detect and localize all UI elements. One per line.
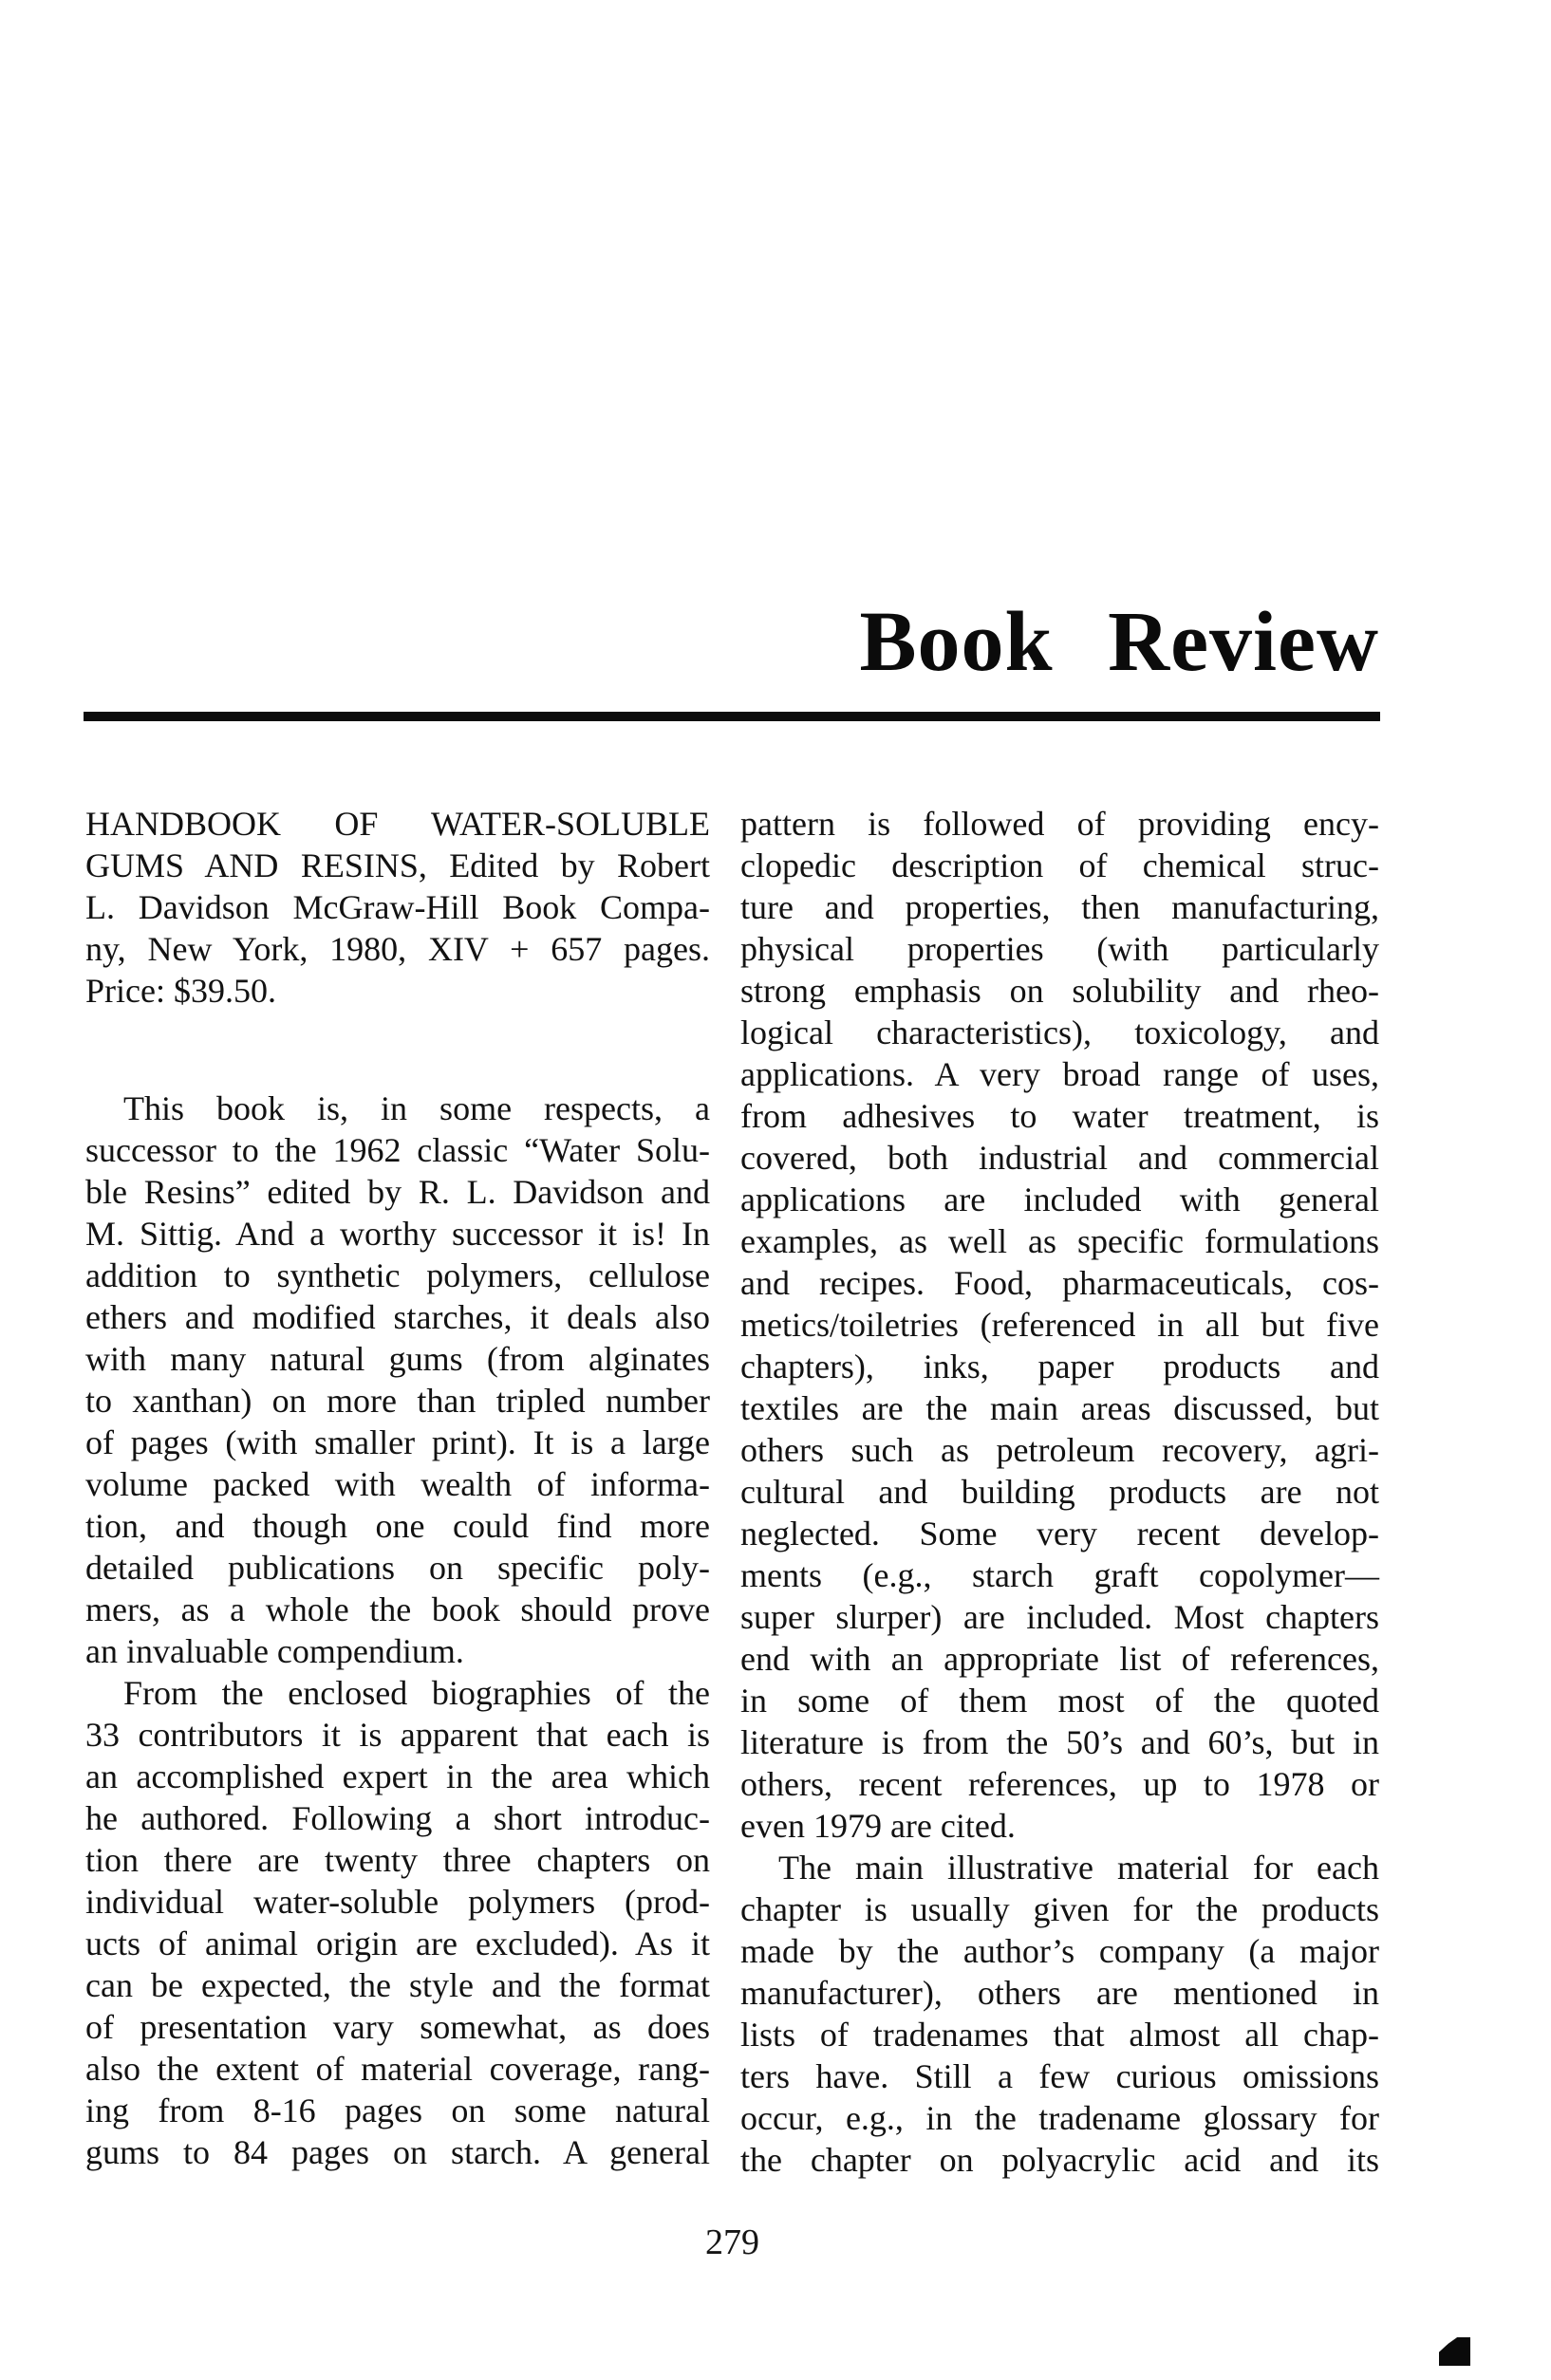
text-line: addition to synthetic polymers, cellulose (85, 1256, 710, 1294)
text-line: tion there are twenty three chapters on (85, 1841, 710, 1879)
text-line: chapter is usually given for the products (740, 1890, 1379, 1928)
text-line: ments (e.g., starch graft copolymer— (740, 1556, 1379, 1594)
text-line: others, recent references, up to 1978 or (740, 1765, 1379, 1803)
column-left (85, 803, 710, 2181)
text-line: ny, New York, 1980, XIV + 657 pages. (85, 930, 710, 968)
text-line: metics/toiletries (referenced in all but five (740, 1306, 1379, 1344)
text-line: end with an appropriate list of references, (740, 1640, 1379, 1678)
text-line: HANDBOOK OF WATER-SOLUBLE (85, 805, 710, 843)
text-line: covered, both industrial and commercial (740, 1139, 1379, 1177)
text-line: volume packed with wealth of informa- (85, 1465, 710, 1503)
text-line: gums to 84 pages on starch. A general (85, 2133, 710, 2171)
paragraph-block (85, 1088, 710, 1672)
text-line: pattern is followed of providing ency- (740, 805, 1379, 843)
page-title: Book Review (859, 595, 1379, 689)
text-line: L. Davidson McGraw-Hill Book Compa- (85, 888, 710, 926)
paragraph-block (85, 803, 710, 1012)
text-line: GUMS AND RESINS, Edited by Robert (85, 846, 710, 884)
text-line: an accomplished expert in the area which (85, 1757, 710, 1795)
text-line: logical characteristics), toxicology, and (740, 1013, 1379, 1051)
text-line: tion, and though one could find more (85, 1507, 710, 1545)
text-line: ethers and modified starches, it deals also (85, 1298, 710, 1336)
text-line: and recipes. Food, pharmaceuticals, cos- (740, 1264, 1379, 1302)
text-columns (85, 803, 1379, 2181)
text-line: 33 contributors it is apparent that each is (85, 1716, 710, 1754)
corner-mark (1439, 2337, 1470, 2366)
text-line: to xanthan) on more than tripled number (85, 1382, 710, 1420)
text-line: ture and properties, then manufacturing, (740, 888, 1379, 926)
text-line: From the enclosed biographies of the (123, 1674, 710, 1712)
text-line: The main illustrative material for each (778, 1849, 1379, 1887)
text-line: literature is from the 50’s and 60’s, but in (740, 1723, 1379, 1761)
text-line: ing from 8-16 pages on some natural (85, 2092, 710, 2129)
text-line: also the extent of material coverage, rang- (85, 2050, 710, 2088)
text-line: clopedic description of chemical struc- (740, 846, 1379, 884)
paragraph-block (85, 1672, 710, 2173)
text-line: textiles are the main areas discussed, but (740, 1389, 1379, 1427)
text-line: Price: $39.50. (85, 972, 276, 1010)
text-line: in some of them most of the quoted (740, 1682, 1379, 1720)
text-line: individual water-soluble polymers (prod- (85, 1883, 710, 1921)
text-line: cultural and building products are not (740, 1473, 1379, 1511)
text-line: applications are included with general (740, 1181, 1379, 1218)
paragraph-block (740, 1847, 1379, 2181)
text-line: occur, e.g., in the tradename glossary for (740, 2099, 1379, 2137)
title-rule (84, 712, 1380, 721)
text-line: manufacturer), others are mentioned in (740, 1974, 1379, 2012)
text-line: even 1979 are cited. (740, 1807, 1016, 1845)
text-line: neglected. Some very recent develop- (740, 1515, 1379, 1553)
text-line: with many natural gums (from alginates (85, 1340, 710, 1378)
text-line: others such as petroleum recovery, agri- (740, 1431, 1379, 1469)
text-line: examples, as well as specific formulations (740, 1222, 1379, 1260)
text-line: ters have. Still a few curious omissions (740, 2057, 1379, 2095)
text-line: successor to the 1962 classic “Water Solu- (85, 1131, 710, 1169)
text-line: ble Resins” edited by R. L. Davidson and (85, 1173, 710, 1211)
text-line: the chapter on polyacrylic acid and its (740, 2141, 1379, 2179)
page-number: 279 (705, 2222, 759, 2262)
text-line: of presentation vary somewhat, as does (85, 2008, 710, 2046)
text-line: physical properties (with particularly (740, 930, 1379, 968)
paragraph-block (740, 803, 1379, 1847)
text-line: M. Sittig. And a worthy successor it is! In (85, 1215, 710, 1253)
text-line: of pages (with smaller print). It is a large (85, 1423, 710, 1461)
text-line: ucts of animal origin are excluded). As it (85, 1924, 710, 1962)
text-line: he authored. Following a short introduc- (85, 1799, 710, 1837)
text-line: detailed publications on specific poly- (85, 1549, 710, 1587)
column-right (740, 803, 1379, 2181)
text-line: super slurper) are included. Most chapters (740, 1598, 1379, 1636)
text-line: an invaluable compendium. (85, 1632, 464, 1670)
text-line: can be expected, the style and the format (85, 1966, 710, 2004)
text-line: chapters), inks, paper products and (740, 1348, 1379, 1385)
text-line: mers, as a whole the book should prove (85, 1590, 710, 1628)
text-line: strong emphasis on solubility and rheo- (740, 972, 1379, 1010)
text-line: applications. A very broad range of uses, (740, 1055, 1379, 1093)
text-line: This book is, in some respects, a (123, 1089, 710, 1127)
text-line: lists of tradenames that almost all chap- (740, 2016, 1379, 2054)
text-line: made by the author’s company (a major (740, 1932, 1379, 1970)
text-line: from adhesives to water treatment, is (740, 1097, 1379, 1135)
